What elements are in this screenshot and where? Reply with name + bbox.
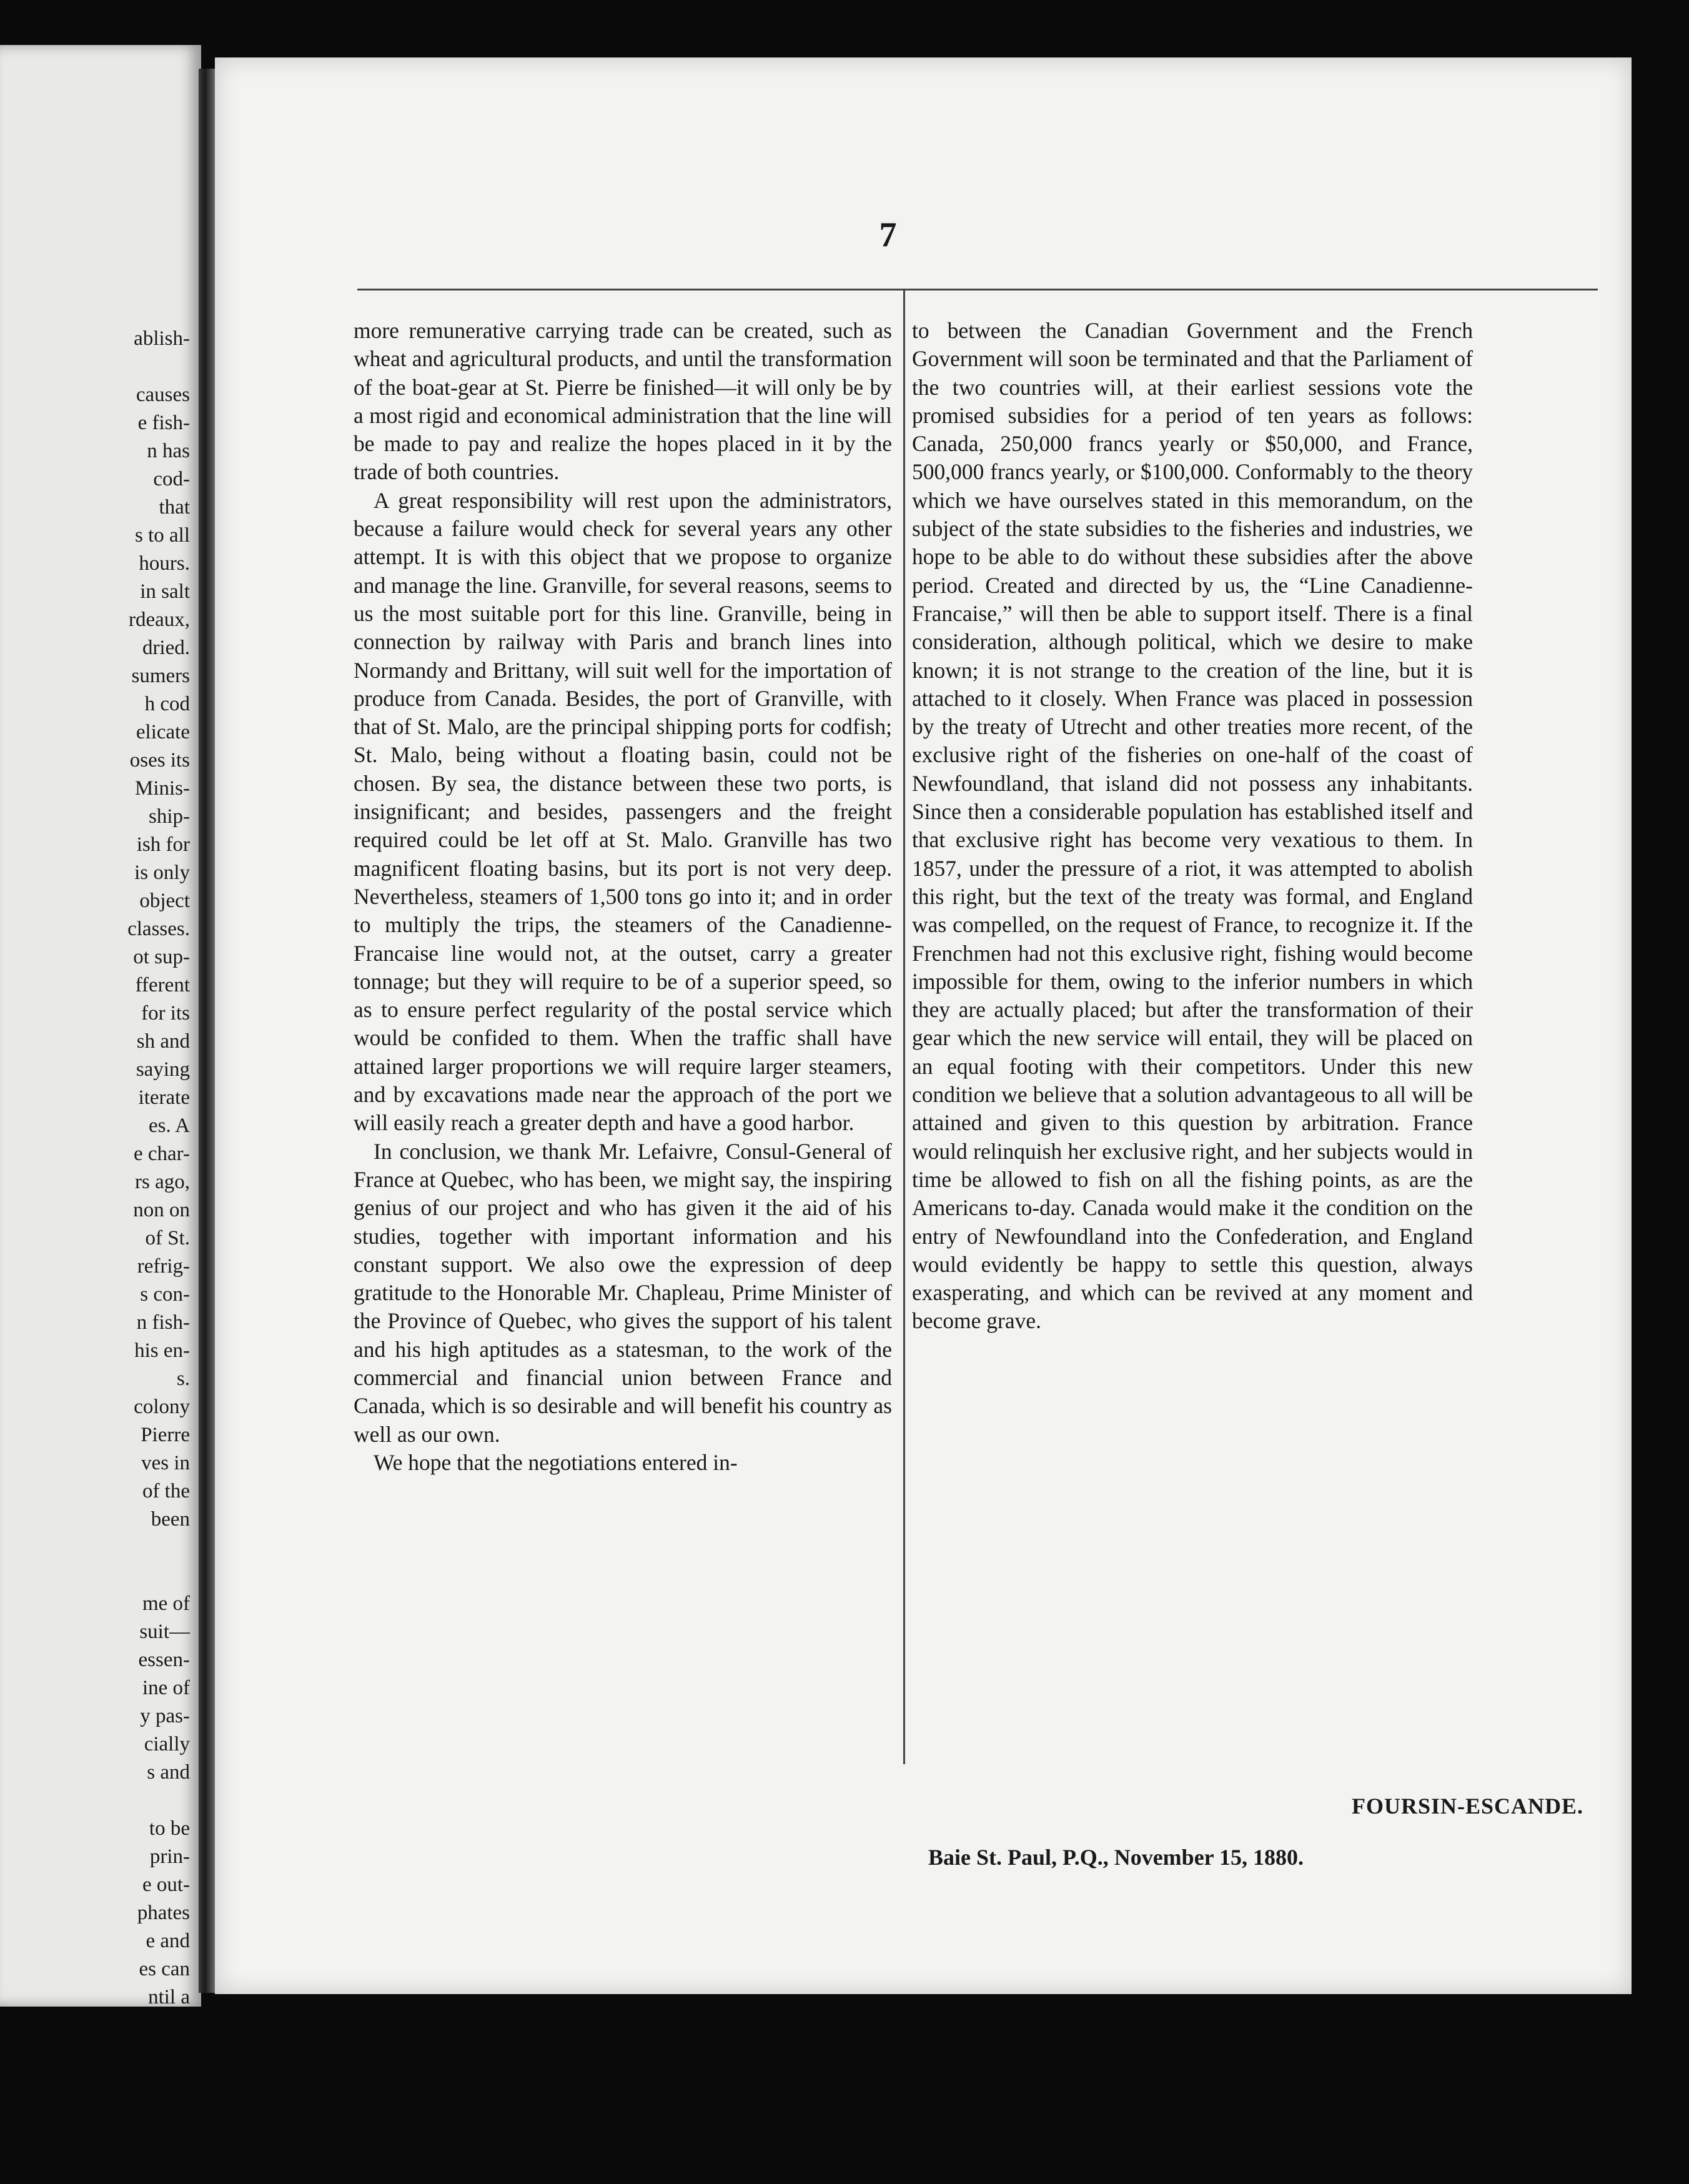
previous-page-line: es. A <box>149 1114 190 1137</box>
previous-page-line: rs ago, <box>135 1171 190 1193</box>
previous-page-line: sumers <box>131 665 190 687</box>
previous-page-line: cially <box>144 1733 190 1755</box>
previous-page-line: been <box>151 1508 190 1531</box>
previous-page-line: s. <box>176 1367 190 1390</box>
previous-page-line: to be <box>149 1817 190 1840</box>
previous-page-line: non on <box>133 1199 190 1221</box>
previous-page-line: classes. <box>127 918 190 940</box>
previous-page-line: e fish- <box>137 412 190 434</box>
previous-page-line: me of <box>142 1592 190 1615</box>
page-number: 7 <box>879 216 898 254</box>
previous-page-line: saying <box>136 1058 190 1081</box>
column-divider <box>903 290 905 1764</box>
previous-page-line: ish for <box>136 833 190 856</box>
previous-page-line: that <box>159 496 190 519</box>
previous-page-line: object <box>139 890 190 912</box>
previous-page-line: colony <box>134 1396 190 1418</box>
previous-page-line: e out- <box>142 1874 190 1896</box>
previous-page-line: ablish- <box>134 327 190 350</box>
previous-page-line: suit— <box>139 1621 190 1643</box>
previous-page-line: phates <box>137 1902 190 1924</box>
previous-page-line: Pierre <box>141 1424 190 1446</box>
previous-page-line: ntil a <box>148 1986 190 2007</box>
previous-page-line: his en- <box>134 1339 190 1362</box>
previous-page-line: cod- <box>153 468 190 490</box>
previous-page-line: refrig- <box>137 1255 190 1278</box>
previous-page-line: hours. <box>139 552 190 575</box>
signature: FOURSIN-ESCANDE. <box>1352 1794 1584 1819</box>
previous-page-line: rdeaux, <box>128 608 190 631</box>
previous-page-line: ship- <box>149 805 190 828</box>
previous-page-line: ine of <box>142 1677 190 1699</box>
previous-page-line: of the <box>142 1480 190 1502</box>
previous-page-line: of St. <box>145 1227 190 1249</box>
previous-page-line: for its <box>141 1002 190 1025</box>
previous-page-line: fferent <box>135 974 190 996</box>
previous-page-line: is only <box>134 861 190 884</box>
previous-page-line: oses its <box>129 749 190 772</box>
header-rule <box>357 289 1598 290</box>
left-column <box>354 317 892 1477</box>
binding-gutter <box>199 69 215 1993</box>
paragraph: to between the Canadian Government and the French Government will soon be terminated and that the Parliament of the two countries will, at their earliest sessions vote the promised subsidies for a period of ten years as follows: Canada, 250,000 francs yearly or $50,000, and France, 500,000 francs yearly, or $100,000. Conformably to the theory which we have ourselves stated in this memorandum, on the subject of the state subsidies to the fisheries and industries, we hope to be able to do without these subsidies after the above period. Created and directed by us, the “Line Canadienne-Francaise,” will then be able to support itself. There is a final consideration, although political, which we desire to make known; it is not strange to the creation of the line, but it is attached to it closely. When France was placed in possession by the treaty of Utrecht and other treaties more recent, of the exclusive right of the fisheries on one-half of the coast of Newfoundland, that island did not possess any inhabitants. Since then a considerable population has established itself and that exclusive right has become very vexatious to them. In 1857, under the pressure of a riot, it was attempted to abolish this right, but the text of the treaty was formal, and England was compelled, on the request of France, to recognize it. If the Frenchmen had not this exclusive right, fishing would become impossible for them, owing to the inferior numbers in which they are actually placed; but after the transformation of their gear which the new service will entail, they will be placed on an equal footing with their competitors. Under this new condition we believe that a solution advantageous to all will be attained and given to this question by arbitration. France would relinquish her exclusive right, and her subjects would in time be allowed to fish on all the fishing points, as are the Americans to-day. Canada would make it the condition on the entry of Newfoundland into the Confederation, and England would evidently be happy to settle this question, always exasperating, and which can be revived at any moment and become grave. <box>912 318 1473 1334</box>
previous-page-line: h cod <box>144 693 190 715</box>
previous-page-line: es can <box>139 1958 190 1980</box>
previous-page-line: ot sup- <box>133 946 190 968</box>
previous-page-line: dried. <box>142 637 190 659</box>
previous-page-fragment <box>0 45 201 2007</box>
previous-page-line: n has <box>147 440 190 462</box>
paragraph: In conclusion, we thank Mr. Lefaivre, Consul-General of France at Quebec, who has been, we might say, the inspiring genius of our project and who has given it the aid of his studies, together with important information and his constant support. We also owe the expression of deep gratitude to the Honorable Mr. Chapleau, Prime Minister of the Province of Quebec, who gives the support of his talent and his high aptitudes as a statesman, to the work of the commercial and financial union between France and Canada, which is so desirable and will benefit his country as well as our own. <box>354 1138 892 1447</box>
previous-page-line: elicate <box>136 721 190 743</box>
previous-page-line: iterate <box>138 1086 190 1109</box>
previous-page-line: e and <box>146 1930 190 1952</box>
right-column <box>912 317 1473 1336</box>
previous-page-line: y pas- <box>140 1705 190 1727</box>
previous-page-line: e char- <box>133 1143 190 1165</box>
previous-page-line: ves in <box>141 1452 190 1474</box>
previous-page-line: Minis- <box>134 777 190 800</box>
previous-page-line: s and <box>147 1761 190 1784</box>
previous-page-line: s con- <box>140 1283 190 1306</box>
document-page <box>215 57 1632 1994</box>
previous-page-line: prin- <box>149 1845 190 1868</box>
previous-page-line: s to all <box>135 524 190 547</box>
paragraph: A great responsibility will rest upon the administrators, because a failure would check for several years any other attempt. It is with this object that we propose to organize and manage the line. Granville, for several reasons, seems to us the most suitable port for this line. Granville, being in connection by railway with Paris and branch lines into Normandy and Brittany, will suit well for the importation of produce from Canada. Besides, the port of Granville, with that of St. Malo, are the principal shipping ports for codfish; St. Malo, being without a floating basin, could not be chosen. By sea, the distance between these two ports, is insignificant; and besides, passengers and the freight required could be let off at St. Malo. Granville has two magnificent floating basins, but its port is not very deep. Nevertheless, steamers of 1,500 tons go into it; and in order to multiply the trips, the steamers of the Canadienne-Francaise line would not, at the outset, carry a greater tonnage; but they will require to be of a superior speed, so as to ensure perfect regularity of the postal service which would be confided to them. When the traffic shall have attained larger proportions we will require larger steamers, and by excavations made near the approach of the port we will easily reach a greater depth and have a good harbor. <box>354 487 892 1136</box>
previous-page-line: sh and <box>136 1030 190 1053</box>
paragraph: We hope that the negotiations entered in- <box>374 1449 738 1475</box>
previous-page-line: causes <box>136 384 190 406</box>
paragraph: more remunerative carrying trade can be created, such as wheat and agricultural products, and until the transformation of the boat-gear at St. Pierre be finished—it will only be by a most rigid and economical administration that the line will be made to pay and realize the hopes placed in it by the trade of both countries. <box>354 318 892 485</box>
previous-page-line: essen- <box>138 1649 190 1671</box>
previous-page-line: in salt <box>140 580 190 603</box>
dateline: Baie St. Paul, P.Q., November 15, 1880. <box>928 1845 1304 1870</box>
previous-page-line: n fish- <box>136 1311 190 1334</box>
